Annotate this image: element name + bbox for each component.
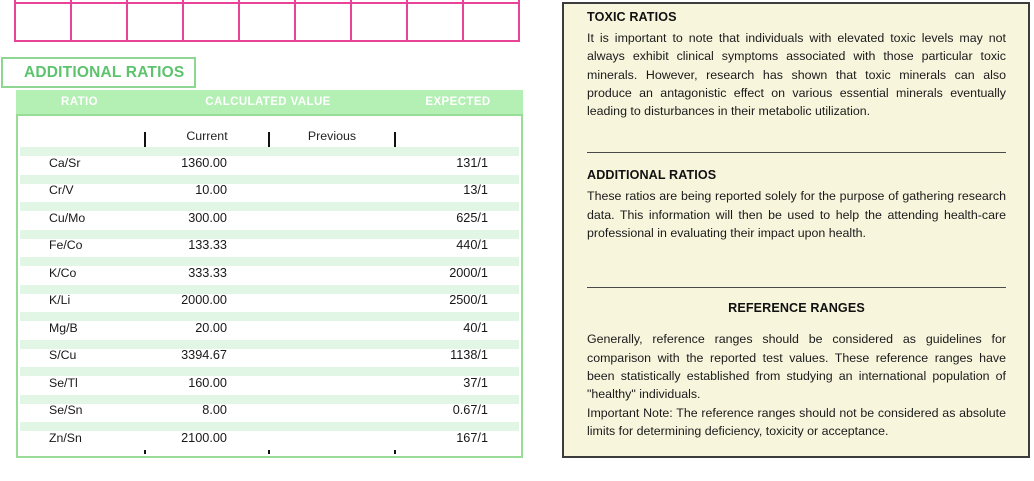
grid-cell xyxy=(240,0,296,40)
additional-ratios-title: ADDITIONAL RATIOS xyxy=(24,63,185,81)
ratios-rows xyxy=(20,147,519,450)
expected-value: 13/1 xyxy=(463,183,488,197)
previous-value xyxy=(269,226,395,230)
additional-ratios-heading: ADDITIONAL RATIOS xyxy=(587,168,717,183)
expected-value: 440/1 xyxy=(456,238,488,252)
table-row xyxy=(20,367,519,395)
table-row xyxy=(20,147,519,175)
previous-value xyxy=(269,308,395,312)
ratios-table-header xyxy=(16,90,523,114)
previous-value xyxy=(269,363,395,367)
additional-ratios-tab xyxy=(1,57,196,88)
previous-value xyxy=(269,418,395,422)
current-value: 2000.00 xyxy=(181,293,227,307)
table-row xyxy=(20,230,519,258)
ratio-name: Mg/B xyxy=(49,320,78,335)
previous-value xyxy=(269,336,395,340)
current-value: 2100.00 xyxy=(181,430,227,445)
info-panel xyxy=(562,2,1030,458)
reference-ranges-heading: REFERENCE RANGES xyxy=(728,301,865,316)
table-row xyxy=(20,285,519,313)
current-value: 1360.00 xyxy=(181,155,227,170)
previous-value xyxy=(269,171,395,175)
current-value: 10.00 xyxy=(195,183,227,197)
expected-value: 167/1 xyxy=(456,430,488,445)
table-row xyxy=(20,312,519,340)
table-row xyxy=(20,202,519,230)
table-row xyxy=(20,175,519,203)
grid-cell xyxy=(72,0,128,40)
ratio-name: K/Co xyxy=(49,265,77,280)
column-header-expected: EXPECTED xyxy=(425,96,491,108)
expected-value: 2000/1 xyxy=(449,265,488,280)
current-value: 160.00 xyxy=(188,375,227,390)
expected-value: 40/1 xyxy=(463,320,488,335)
current-value: 133.33 xyxy=(188,238,227,252)
expected-value: 0.67/1 xyxy=(452,403,488,417)
ratio-name: S/Cu xyxy=(49,348,77,362)
expected-value: 625/1 xyxy=(456,210,488,225)
ratio-name: Ca/Sr xyxy=(49,155,81,170)
additional-ratios-text: These ratios are being reported solely for the purpose of gathering research data. This information will then be used to help the attending health-care professional in evaluating their impact upon health. xyxy=(587,189,1006,241)
column-header-calculated-value: CALCULATED VALUE xyxy=(205,96,331,108)
reference-ranges-text: Generally, reference ranges should be considered as guidelines for comparison with the reported test values. These reference ranges have been statistically established from studying an international population of "healthy" individuals. xyxy=(587,332,1006,402)
ratio-name: Se/Sn xyxy=(49,403,83,417)
table-row xyxy=(20,395,519,423)
current-value: 8.00 xyxy=(202,403,227,417)
ratios-table xyxy=(16,114,523,458)
current-value: 3394.67 xyxy=(181,348,227,362)
previous-value xyxy=(269,391,395,395)
table-row xyxy=(20,257,519,285)
toxic-ratios-text: It is important to note that individuals with elevated toxic levels may not always exhibit clinical symptoms associated with those particular toxic minerals. However, research has shown that toxic minerals can also produce an antagonistic effect on various essential minerals eventually leading to disturbances in their metabolic utilization. xyxy=(587,31,1006,119)
table-row xyxy=(20,340,519,368)
ratio-name: Zn/Sn xyxy=(49,430,82,445)
subheader-previous: Previous xyxy=(307,129,357,143)
expected-value: 37/1 xyxy=(463,375,488,390)
column-header-ratio: RATIO xyxy=(61,96,98,108)
grid-cell xyxy=(16,0,72,40)
reference-ranges-note: Important Note: The reference ranges should not be considered as absolute limits for determining deficiency, toxicity or acceptance. xyxy=(587,405,1006,438)
ratio-name: K/Li xyxy=(49,293,71,307)
toxic-ratios-heading: TOXIC RATIOS xyxy=(587,10,677,24)
current-value: 20.00 xyxy=(195,320,227,335)
ratio-name: Fe/Co xyxy=(49,238,83,252)
toxic-levels-grid xyxy=(14,0,520,42)
previous-value xyxy=(269,253,395,257)
grid-cell xyxy=(184,0,240,40)
expected-value: 1138/1 xyxy=(450,348,488,362)
grid-top-line xyxy=(16,2,518,4)
grid-cell xyxy=(352,0,408,40)
grid-cell xyxy=(464,0,518,40)
table-row xyxy=(20,422,519,450)
current-value: 300.00 xyxy=(188,210,227,225)
previous-value xyxy=(269,198,395,202)
grid-cell xyxy=(408,0,464,40)
previous-value xyxy=(269,281,395,285)
grid-cell xyxy=(128,0,184,40)
current-value: 333.33 xyxy=(188,265,227,280)
section-divider xyxy=(587,152,1006,153)
expected-value: 2500/1 xyxy=(449,293,488,307)
subheader-current: Current xyxy=(186,129,228,143)
expected-value: 131/1 xyxy=(456,155,488,170)
previous-value xyxy=(269,446,395,450)
ratio-name: Cu/Mo xyxy=(49,210,86,225)
section-divider xyxy=(587,287,1006,288)
ratio-name: Se/Tl xyxy=(49,375,78,390)
ratio-name: Cr/V xyxy=(49,183,74,197)
grid-cell xyxy=(296,0,352,40)
